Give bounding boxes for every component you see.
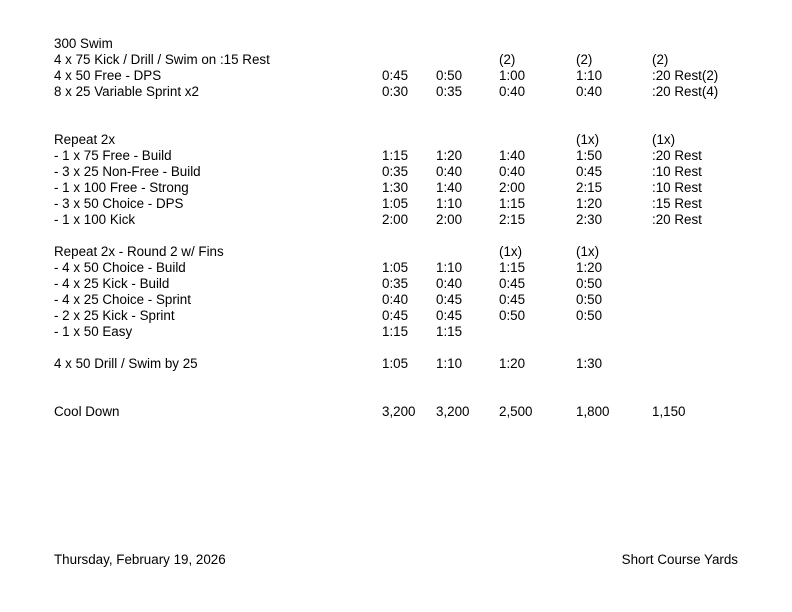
workout-description: - 4 x 50 Choice - Build [54,260,186,275]
workout-time-col-4: 2:15 [576,180,603,195]
workout-row [0,100,792,116]
workout-row [0,196,792,212]
workout-time-col-3: 0:45 [499,292,526,307]
workout-time-col-1: 0:35 [382,164,409,179]
workout-row [0,308,792,324]
workout-date: Thursday, February 19, 2026 [54,552,226,567]
workout-time-col-4: 2:30 [576,212,603,227]
workout-rest-col: :20 Rest [652,148,702,163]
workout-description: Repeat 2x - Round 2 w/ Fins [54,244,224,259]
workout-time-col-3: 0:45 [499,276,526,291]
workout-time-col-3: 2,500 [499,404,533,419]
workout-time-col-1: 0:45 [382,68,409,83]
workout-time-col-2: 0:40 [436,276,463,291]
workout-description: - 1 x 100 Kick [54,212,136,227]
workout-rest-col: 1,150 [652,404,686,419]
workout-row [0,52,792,68]
workout-rest-col: :20 Rest(4) [652,84,719,99]
workout-time-col-2: 1:10 [436,260,463,275]
workout-time-col-2: 1:10 [436,196,463,211]
workout-time-col-2: 0:40 [436,164,463,179]
workout-time-col-1: 0:35 [382,276,409,291]
workout-time-col-4: 1,800 [576,404,610,419]
workout-time-col-1: 0:40 [382,292,409,307]
workout-description: 4 x 50 Drill / Swim by 25 [54,356,198,371]
workout-time-col-1: 1:05 [382,196,409,211]
workout-time-col-2: 2:00 [436,212,463,227]
workout-time-col-3: (1x) [499,244,523,259]
workout-row [0,180,792,196]
workout-time-col-3: 1:15 [499,196,526,211]
workout-row [0,356,792,372]
workout-description: - 4 x 25 Kick - Build [54,276,170,291]
workout-time-col-4: 1:20 [576,260,603,275]
workout-time-col-2: 3,200 [436,404,470,419]
workout-description: 4 x 75 Kick / Drill / Swim on :15 Rest [54,52,270,67]
workout-time-col-2: 0:50 [436,68,463,83]
workout-time-col-4: 0:40 [576,84,603,99]
workout-rest-col: :20 Rest [652,212,702,227]
workout-time-col-4: 0:50 [576,276,603,291]
workout-time-col-1: 3,200 [382,404,416,419]
workout-description: - 4 x 25 Choice - Sprint [54,292,191,307]
workout-description: - 3 x 50 Choice - DPS [54,196,184,211]
workout-row [0,116,792,132]
workout-time-col-1: 1:05 [382,356,409,371]
workout-rest-col: (2) [652,52,669,67]
workout-rest-col: (1x) [652,132,676,147]
workout-description: 4 x 50 Free - DPS [54,68,162,83]
workout-time-col-3: 0:40 [499,164,526,179]
workout-row [0,388,792,404]
workout-time-col-2: 1:15 [436,324,463,339]
workout-time-col-4: 0:50 [576,292,603,307]
workout-time-col-4: 0:50 [576,308,603,323]
workout-time-col-2: 1:40 [436,180,463,195]
workout-description: - 1 x 75 Free - Build [54,148,172,163]
workout-rest-col: :15 Rest [652,196,702,211]
workout-time-col-3: (2) [499,52,516,67]
workout-time-col-3: 1:00 [499,68,526,83]
workout-time-col-3: 1:15 [499,260,526,275]
workout-row [0,84,792,100]
workout-rest-col: :20 Rest(2) [652,68,719,83]
workout-time-col-3: 2:15 [499,212,526,227]
workout-rest-col: :10 Rest [652,180,702,195]
workout-time-col-3: 1:40 [499,148,526,163]
workout-description: Repeat 2x [54,132,116,147]
workout-row [0,228,792,244]
workout-time-col-3: 0:50 [499,308,526,323]
workout-time-col-2: 0:45 [436,292,463,307]
workout-row [0,372,792,388]
workout-time-col-3: 2:00 [499,180,526,195]
workout-description: 8 x 25 Variable Sprint x2 [54,84,199,99]
workout-row [0,164,792,180]
workout-time-col-2: 0:35 [436,84,463,99]
course-type: Short Course Yards [621,552,738,567]
workout-description: - 2 x 25 Kick - Sprint [54,308,175,323]
workout-time-col-2: 0:45 [436,308,463,323]
workout-time-col-4: (1x) [576,132,600,147]
workout-row [0,132,792,148]
workout-time-col-1: 2:00 [382,212,409,227]
workout-time-col-1: 1:30 [382,180,409,195]
workout-row [0,340,792,356]
workout-time-col-4: 1:20 [576,196,603,211]
workout-time-col-1: 1:05 [382,260,409,275]
workout-time-col-1: 1:15 [382,324,409,339]
workout-row [0,148,792,164]
workout-description: 300 Swim [54,36,113,51]
workout-time-col-1: 0:45 [382,308,409,323]
workout-time-col-4: 1:10 [576,68,603,83]
workout-time-col-2: 1:10 [436,356,463,371]
workout-row [0,404,792,420]
workout-rest-col: :10 Rest [652,164,702,179]
workout-time-col-3: 0:40 [499,84,526,99]
workout-row [0,68,792,84]
workout-time-col-4: (2) [576,52,593,67]
workout-time-col-4: 1:30 [576,356,603,371]
workout-time-col-4: 1:50 [576,148,603,163]
workout-time-col-4: 0:45 [576,164,603,179]
workout-time-col-1: 0:30 [382,84,409,99]
workout-description: - 1 x 100 Free - Strong [54,180,189,195]
workout-description: - 1 x 50 Easy [54,324,133,339]
workout-row [0,292,792,308]
workout-description: - 3 x 25 Non-Free - Build [54,164,201,179]
workout-row [0,36,792,52]
workout-time-col-3: 1:20 [499,356,526,371]
workout-time-col-4: (1x) [576,244,600,259]
workout-row [0,212,792,228]
workout-time-col-1: 1:15 [382,148,409,163]
workout-time-col-2: 1:20 [436,148,463,163]
workout-row [0,244,792,260]
workout-row [0,324,792,340]
workout-description: Cool Down [54,404,120,419]
workout-row [0,276,792,292]
workout-row [0,260,792,276]
